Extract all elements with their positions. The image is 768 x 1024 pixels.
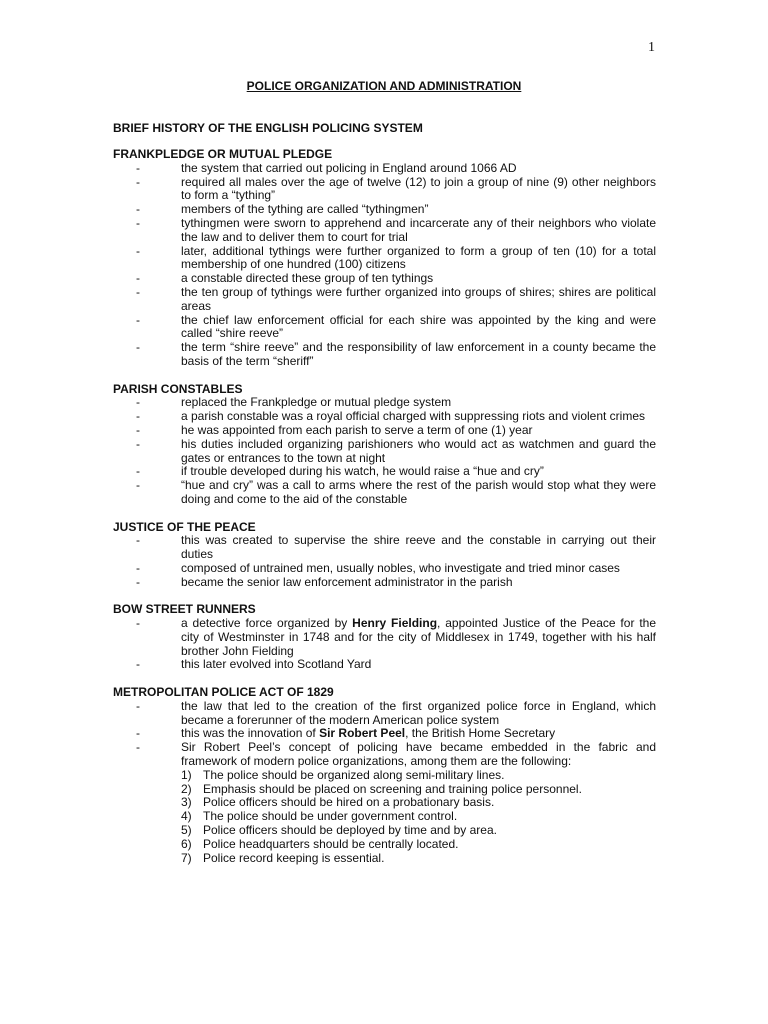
person-name: Henry Fielding bbox=[352, 616, 438, 631]
list-item bbox=[113, 162, 656, 176]
bullet-list bbox=[113, 396, 656, 506]
page-number: 1 bbox=[648, 40, 655, 55]
dash-marker: - bbox=[136, 409, 140, 424]
dash-marker: - bbox=[136, 560, 140, 575]
principle-item bbox=[181, 824, 656, 838]
item-text: a constable directed these group of ten tythings bbox=[181, 271, 434, 286]
principle-number: 2) bbox=[181, 781, 192, 796]
list-item bbox=[113, 727, 656, 741]
principle-item bbox=[181, 796, 656, 810]
document-subtitle: BRIEF HISTORY OF THE ENGLISH POLICING SYSTEM bbox=[113, 121, 423, 135]
dash-marker: - bbox=[136, 740, 140, 755]
principle-number: 4) bbox=[181, 809, 192, 824]
principle-text: Police headquarters should be centrally located. bbox=[203, 836, 459, 851]
list-item bbox=[113, 438, 656, 466]
item-text: the law that led to the creation of the first organized police force in England, which became a forerunner of the modern American police system bbox=[181, 698, 656, 727]
list-item bbox=[113, 176, 656, 204]
list-item bbox=[113, 424, 656, 438]
principle-text: Police officers should be deployed by time and by area. bbox=[203, 823, 497, 838]
dash-marker: - bbox=[136, 574, 140, 589]
item-text: the term “shire reeve” and the responsibility of law enforcement in a county became the basis of the term “sheriff” bbox=[181, 340, 656, 368]
item-text: later, additional tythings were further organized to form a group of ten (10) for a total membership of one hundred (100) citizens bbox=[181, 243, 656, 272]
section-metropolitan-police-act bbox=[113, 686, 656, 865]
principles-list bbox=[181, 769, 656, 866]
principle-number: 5) bbox=[181, 823, 192, 838]
dash-marker: - bbox=[136, 436, 140, 451]
person-name: Sir Robert Peel bbox=[319, 726, 406, 741]
list-item bbox=[113, 562, 656, 576]
item-text: the system that carried out policing in England around 1066 AD bbox=[181, 160, 517, 175]
item-text: this later evolved into Scotland Yard bbox=[181, 657, 372, 672]
document-title: POLICE ORGANIZATION AND ADMINISTRATION bbox=[246, 79, 522, 93]
item-text: he was appointed from each parish to serve a term of one (1) year bbox=[181, 422, 533, 437]
dash-marker: - bbox=[136, 243, 140, 258]
item-text-post: , appointed Justice of the Peace for the city of Westminster in 1748 and for the city of Middlesex in 1749, together with his half brother John Fielding bbox=[181, 616, 656, 658]
principle-text: The police should be under government control. bbox=[203, 809, 458, 824]
dash-marker: - bbox=[136, 202, 140, 217]
bullet-list bbox=[113, 700, 656, 866]
item-text: his duties included organizing parishioners who would act as watchmen and guard the gates or entrances to the town at night bbox=[181, 436, 656, 465]
list-item bbox=[113, 534, 656, 562]
dash-marker: - bbox=[136, 174, 140, 189]
document-body bbox=[113, 148, 656, 879]
principle-number: 3) bbox=[181, 795, 192, 810]
dash-marker: - bbox=[136, 726, 140, 741]
list-item bbox=[113, 741, 656, 865]
principle-item bbox=[181, 783, 656, 797]
item-text: the ten group of tythings were further organized into groups of shires; shires are political areas bbox=[181, 284, 656, 313]
principle-number: 6) bbox=[181, 836, 192, 851]
dash-marker: - bbox=[136, 215, 140, 230]
list-item bbox=[113, 479, 656, 507]
principle-text: Police officers should be hired on a probationary basis. bbox=[203, 795, 495, 810]
dash-marker: - bbox=[136, 271, 140, 286]
item-text: required all males over the age of twelve (12) to join a group of nine (9) other neighbors to form a “tything” bbox=[181, 174, 656, 203]
dash-marker: - bbox=[136, 422, 140, 437]
dash-marker: - bbox=[136, 478, 140, 493]
list-item bbox=[113, 700, 656, 728]
section-bow-street-runners bbox=[113, 603, 656, 672]
principle-item bbox=[181, 769, 656, 783]
list-item bbox=[113, 286, 656, 314]
list-item bbox=[113, 617, 656, 658]
dash-marker: - bbox=[136, 284, 140, 299]
section-heading: METROPOLITAN POLICE ACT OF 1829 bbox=[113, 685, 334, 700]
bullet-list bbox=[113, 162, 656, 369]
item-text-post: , the British Home Secretary bbox=[405, 726, 556, 741]
dash-marker: - bbox=[136, 698, 140, 713]
item-text: became the senior law enforcement administrator in the parish bbox=[181, 574, 513, 589]
item-text: members of the tything are called “tythingmen” bbox=[181, 202, 429, 217]
section-parish-constables bbox=[113, 383, 656, 507]
list-item bbox=[113, 396, 656, 410]
item-text: Sir Robert Peel’s concept of policing have became embedded in the fabric and framework of modern police organizations, among them are the following: bbox=[181, 740, 656, 769]
bullet-list bbox=[113, 534, 656, 589]
section-heading: PARISH CONSTABLES bbox=[113, 381, 243, 396]
list-item bbox=[113, 272, 656, 286]
dash-marker: - bbox=[136, 657, 140, 672]
list-item bbox=[113, 341, 656, 369]
bullet-list bbox=[113, 617, 656, 672]
principle-text: Police record keeping is essential. bbox=[203, 850, 385, 865]
principle-item bbox=[181, 852, 656, 866]
list-item bbox=[113, 203, 656, 217]
item-text: the chief law enforcement official for each shire was appointed by the king and were called “shire reeve” bbox=[181, 312, 656, 341]
list-item bbox=[113, 245, 656, 273]
list-item bbox=[113, 314, 656, 342]
item-text: a parish constable was a royal official charged with suppressing riots and violent crimes bbox=[181, 409, 646, 424]
dash-marker: - bbox=[136, 312, 140, 327]
section-frankpledge bbox=[113, 148, 656, 369]
list-item bbox=[113, 658, 656, 672]
section-heading: JUSTICE OF THE PEACE bbox=[113, 519, 256, 534]
item-text-pre: a detective force organized by bbox=[181, 616, 353, 631]
principle-text: The police should be organized along semi-military lines. bbox=[203, 767, 505, 782]
dash-marker: - bbox=[136, 533, 140, 548]
list-item bbox=[113, 217, 656, 245]
principle-text: Emphasis should be placed on screening and training police personnel. bbox=[203, 781, 582, 796]
principle-number: 7) bbox=[181, 850, 192, 865]
item-text: this was created to supervise the shire reeve and the constable in carrying out their duties bbox=[181, 533, 656, 562]
dash-marker: - bbox=[136, 395, 140, 410]
section-justice-of-the-peace bbox=[113, 521, 656, 590]
item-text: tythingmen were sworn to apprehend and incarcerate any of their neighbors who violate the law and to deliver them to court for trial bbox=[181, 215, 656, 244]
item-text-pre: this was the innovation of bbox=[181, 726, 320, 741]
principle-item bbox=[181, 838, 656, 852]
item-text: replaced the Frankpledge or mutual pledge system bbox=[181, 395, 452, 410]
dash-marker: - bbox=[136, 616, 140, 631]
item-text: composed of untrained men, usually nobles, who investigate and tried minor cases bbox=[181, 560, 620, 575]
principle-item bbox=[181, 810, 656, 824]
list-item bbox=[113, 410, 656, 424]
section-heading: BOW STREET RUNNERS bbox=[113, 602, 256, 617]
dash-marker: - bbox=[136, 160, 140, 175]
principle-number: 1) bbox=[181, 767, 192, 782]
list-item bbox=[113, 465, 656, 479]
item-text: “hue and cry” was a call to arms where the rest of the parish would stop what they were doing and come to the aid of the constable bbox=[181, 478, 656, 506]
dash-marker: - bbox=[136, 464, 140, 479]
list-item bbox=[113, 576, 656, 590]
dash-marker: - bbox=[136, 340, 140, 355]
item-text: if trouble developed during his watch, he would raise a “hue and cry” bbox=[181, 464, 544, 479]
section-heading: FRANKPLEDGE OR MUTUAL PLEDGE bbox=[113, 147, 333, 161]
